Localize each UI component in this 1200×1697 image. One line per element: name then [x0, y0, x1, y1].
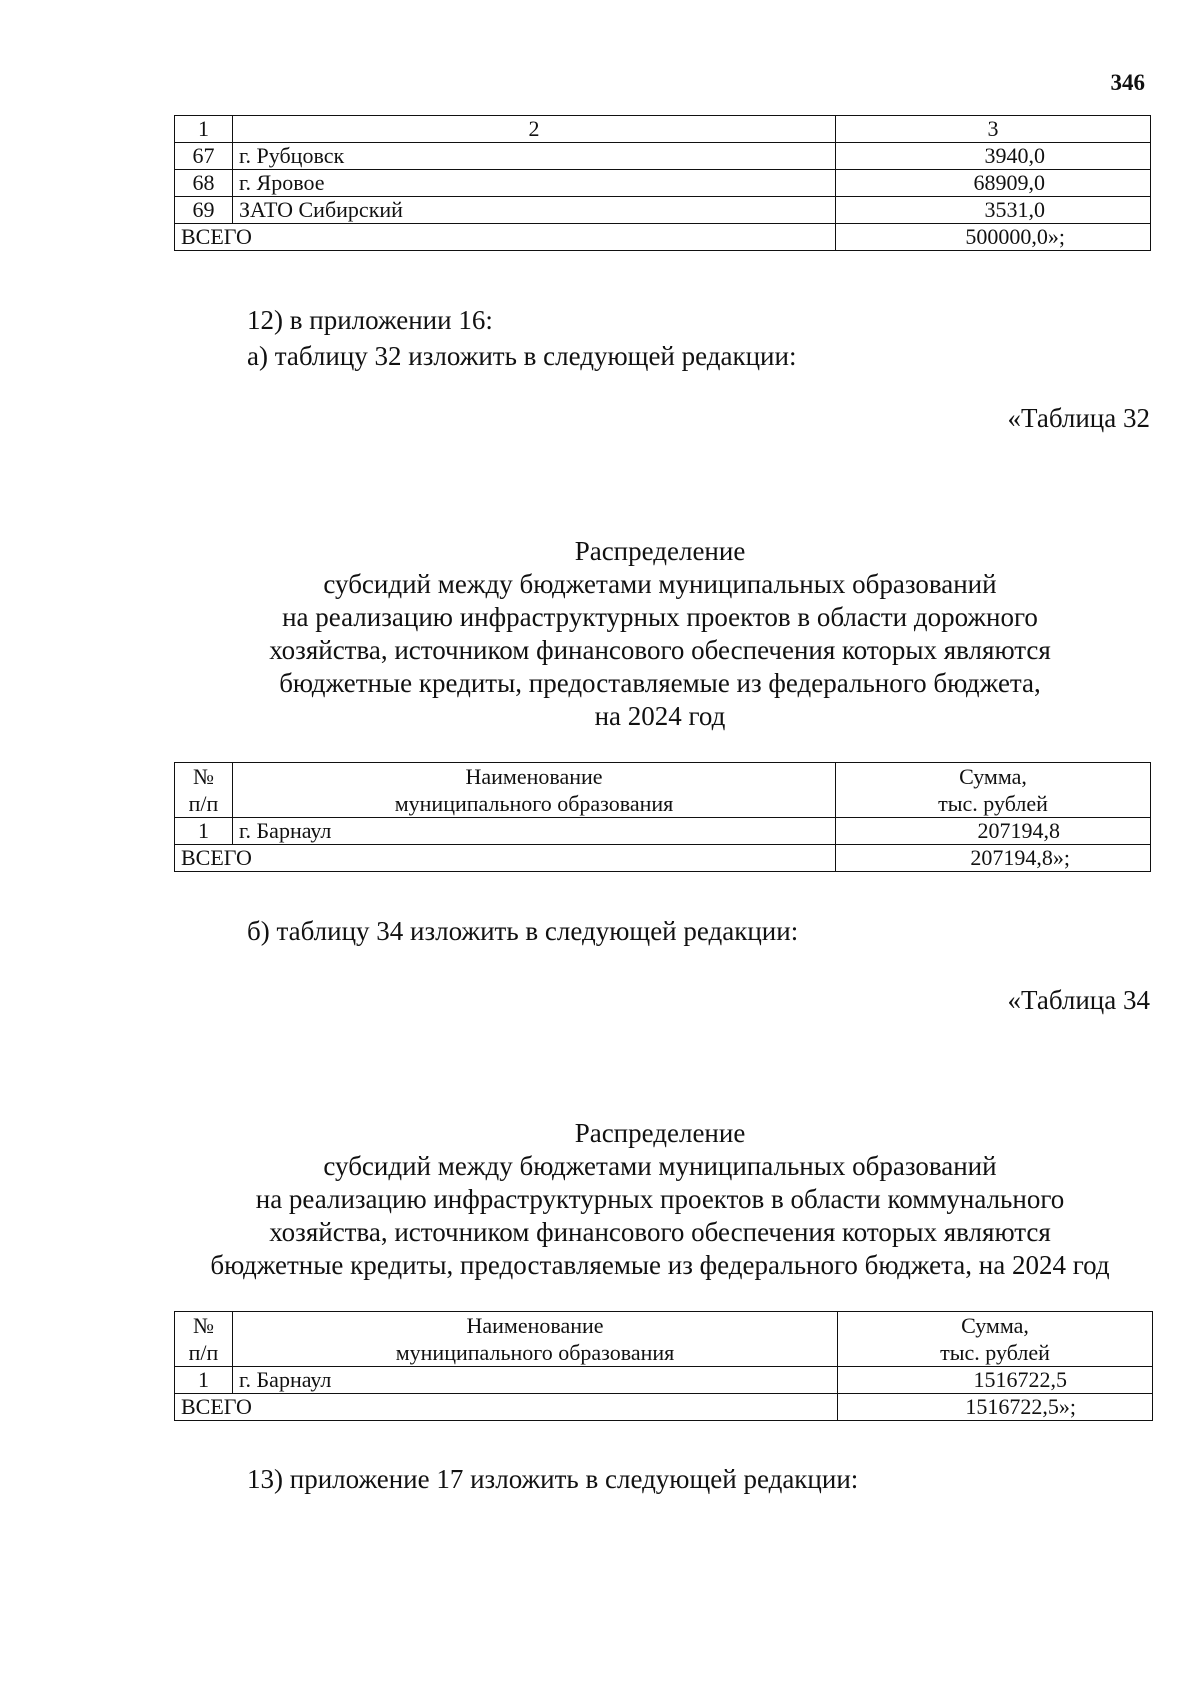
total-value: 207194,8»;	[836, 845, 1151, 872]
col-header-name	[233, 763, 836, 818]
item-13: 13) приложение 17 изложить в следующей редакции:	[247, 1464, 859, 1494]
table-header-row	[175, 116, 1151, 143]
title-line: бюджетные кредиты, предоставляемые из федерального бюджета, на 2024 год	[210, 1250, 1110, 1280]
col-header-3: 3	[836, 116, 1151, 143]
col-header-1: 1	[175, 116, 233, 143]
item-12: 12) в приложении 16:	[247, 305, 493, 335]
table-continuation	[174, 115, 1151, 251]
col-header-number	[175, 763, 233, 818]
col-header-sum	[838, 1312, 1153, 1367]
table-row	[175, 143, 1151, 170]
total-row	[175, 845, 1151, 872]
municipality-name: г. Барнаул	[233, 818, 836, 845]
title-line: Распределение	[574, 536, 746, 566]
header-text: п/п	[188, 1340, 219, 1365]
total-label: ВСЕГО	[175, 1394, 838, 1421]
title-line: на реализацию инфраструктурных проектов в области коммунального	[255, 1184, 1065, 1214]
row-number: 67	[175, 143, 233, 170]
municipality-name: г. Рубцовск	[233, 143, 836, 170]
table-row	[175, 818, 1151, 845]
table-row	[175, 1367, 1153, 1394]
amount: 1516722,5	[838, 1367, 1153, 1394]
amount: 3940,0	[836, 143, 1151, 170]
title-line: субсидий между бюджетами муниципальных образований	[323, 1151, 997, 1181]
item-12b: б) таблицу 34 изложить в следующей редакции:	[247, 916, 799, 946]
table-32-caption: «Таблица 32	[1007, 403, 1150, 433]
municipality-name: г. Яровое	[233, 170, 836, 197]
table-34-title	[170, 1117, 1150, 1282]
row-number: 68	[175, 170, 233, 197]
amount: 207194,8	[836, 818, 1151, 845]
municipality-name: ЗАТО Сибирский	[233, 197, 836, 224]
table-32	[174, 762, 1151, 872]
table-34	[174, 1311, 1153, 1421]
row-number: 1	[175, 818, 233, 845]
row-number: 1	[175, 1367, 233, 1394]
header-text: тыс. рублей	[940, 1340, 1050, 1365]
municipality-name: г. Барнаул	[233, 1367, 838, 1394]
table-header-row	[175, 1312, 1153, 1367]
header-text: Сумма,	[961, 1313, 1029, 1338]
title-line: бюджетные кредиты, предоставляемые из федерального бюджета,	[279, 668, 1041, 698]
total-value: 500000,0»;	[836, 224, 1151, 251]
page-number: 346	[1110, 70, 1145, 95]
header-text: муниципального образования	[394, 791, 674, 816]
col-header-number	[175, 1312, 233, 1367]
title-line: хозяйства, источником финансового обеспечения которых являются	[269, 635, 1051, 665]
col-header-name	[233, 1312, 838, 1367]
col-header-sum	[836, 763, 1151, 818]
amount: 68909,0	[836, 170, 1151, 197]
header-text: тыс. рублей	[938, 791, 1048, 816]
header-text: п/п	[188, 791, 219, 816]
header-text: Наименование	[466, 1313, 604, 1338]
table-header-row	[175, 763, 1151, 818]
total-row	[175, 224, 1151, 251]
title-line: Распределение	[574, 1118, 746, 1148]
header-text: Наименование	[465, 764, 603, 789]
header-text: Сумма,	[959, 764, 1027, 789]
table-row	[175, 170, 1151, 197]
title-line: субсидий между бюджетами муниципальных образований	[323, 569, 997, 599]
title-line: хозяйства, источником финансового обеспечения которых являются	[269, 1217, 1051, 1247]
header-text: муниципального образования	[395, 1340, 675, 1365]
total-value: 1516722,5»;	[838, 1394, 1153, 1421]
amount: 3531,0	[836, 197, 1151, 224]
total-label: ВСЕГО	[175, 845, 836, 872]
col-header-2: 2	[233, 116, 836, 143]
item-12a: а) таблицу 32 изложить в следующей редакции:	[247, 341, 797, 371]
table-row	[175, 197, 1151, 224]
title-line: на реализацию инфраструктурных проектов в области дорожного	[282, 602, 1038, 632]
row-number: 69	[175, 197, 233, 224]
header-text: №	[193, 1313, 214, 1338]
table-34-caption: «Таблица 34	[1007, 985, 1150, 1015]
total-label: ВСЕГО	[175, 224, 836, 251]
title-line: на 2024 год	[594, 701, 726, 731]
total-row	[175, 1394, 1153, 1421]
table-32-title	[170, 535, 1150, 733]
header-text: №	[193, 764, 214, 789]
